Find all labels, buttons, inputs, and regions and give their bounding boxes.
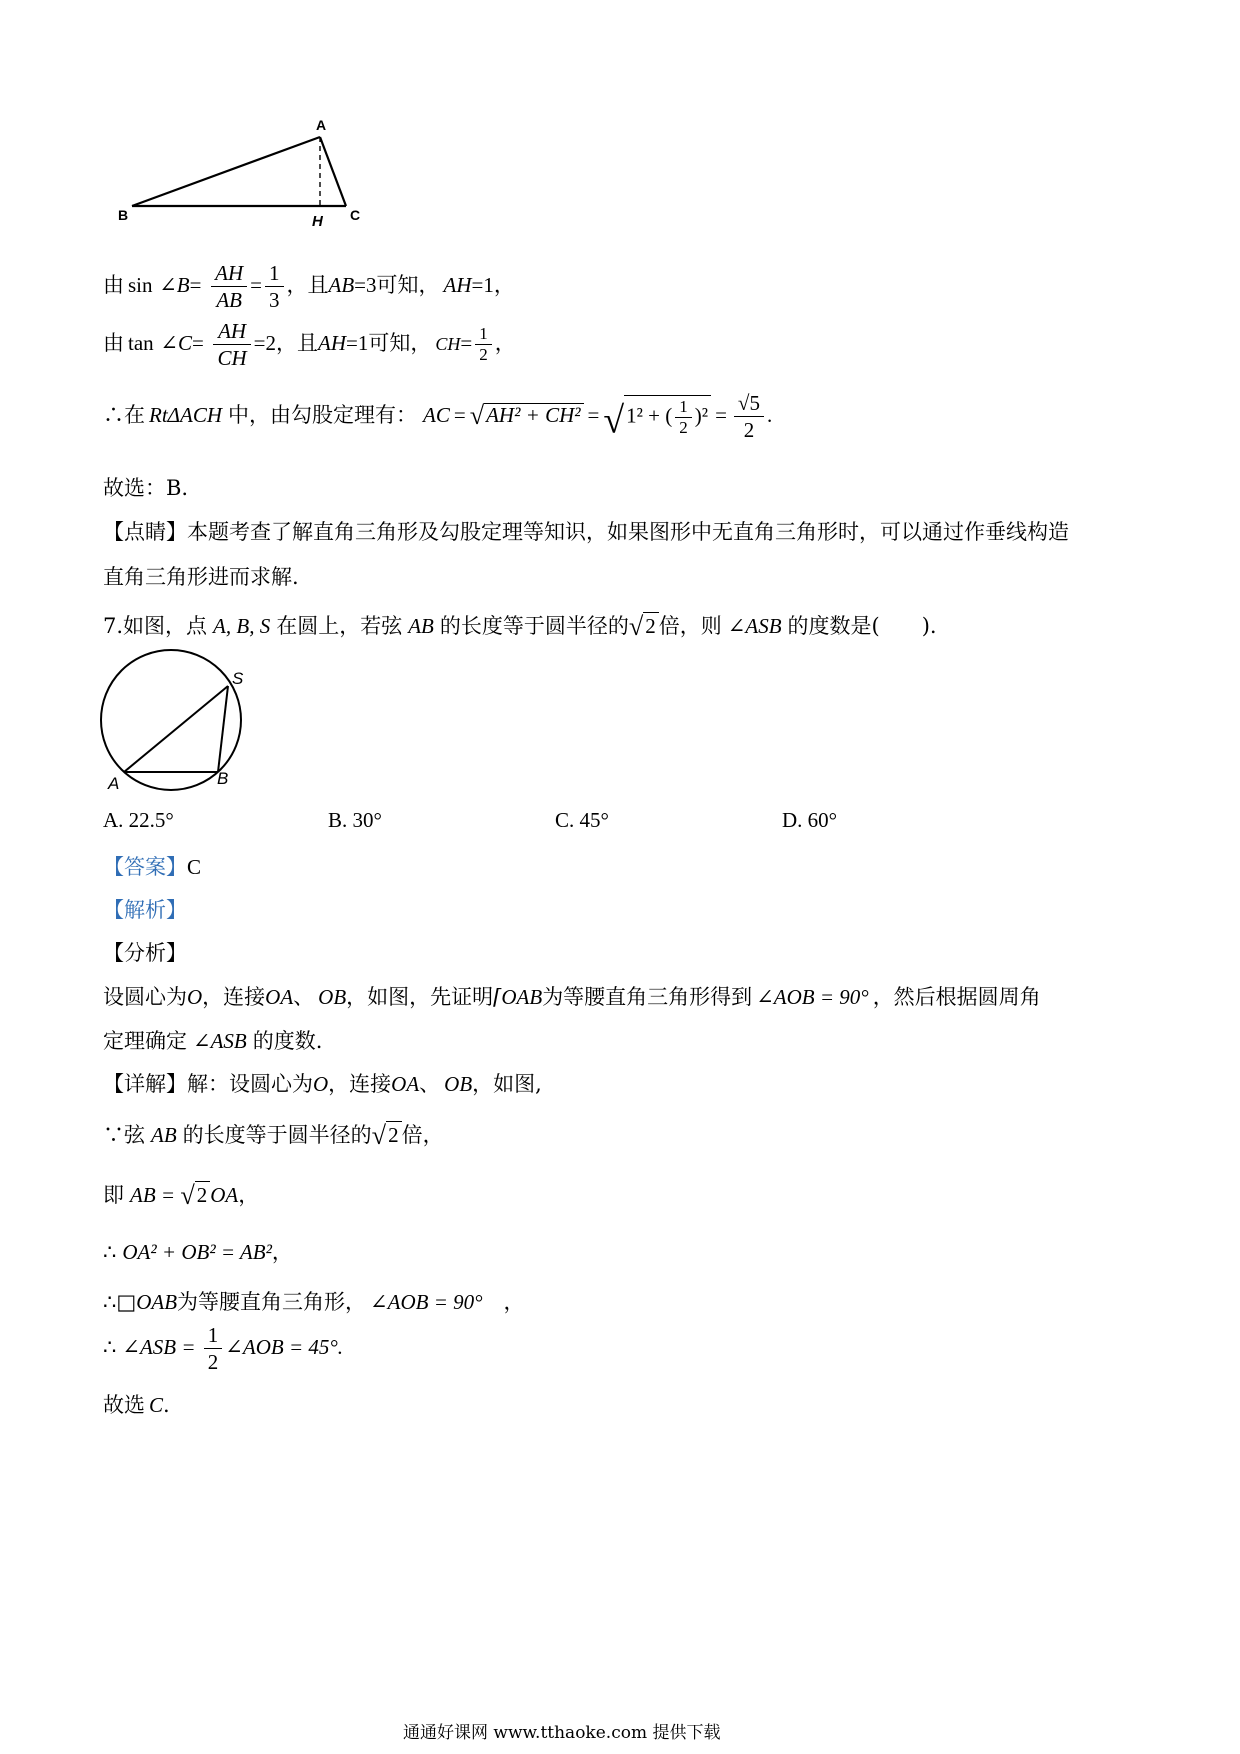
answer-value: C [187, 855, 202, 879]
chord-as [124, 686, 228, 772]
fenxi-line-2: 定理确定 ∠ASB 的度数. [103, 1029, 323, 1053]
side-ab [132, 137, 320, 206]
circle-figure [96, 648, 256, 793]
label-b: B [217, 769, 229, 788]
fenxi-line-1: 设圆心为O，连接OA、 OB，如图，先证明⌈OAB为等腰直角三角形得到 ∠AOB = 90° ，然后根据圆周角 [103, 985, 1041, 1009]
fenxi-tag: 【分析】 [103, 941, 187, 965]
label-a: A [316, 117, 327, 133]
detail-line-7: 故选 C. [103, 1393, 170, 1417]
option-c[interactable]: C. 45° [555, 808, 609, 832]
sqrt-2: √2 [629, 612, 659, 642]
analysis-tag: 【解析】 [103, 898, 187, 922]
label-h: H [312, 213, 323, 230]
detail-line-6: ∴ ∠ASB = $\frac{1}{2}$ ∠AOB = 45°. [103, 1323, 344, 1374]
sqrt-2: √2 [372, 1121, 402, 1151]
option-d[interactable]: D. 60° [782, 808, 838, 832]
detail-line-3: 即 AB = √2 OA， [103, 1181, 260, 1210]
sqrt-ah2-ch2: √AH² + CH² [470, 403, 584, 429]
side-ac [320, 137, 346, 206]
footer: 通通好课网 www.tthaoke.com 提供下载 [403, 1723, 721, 1743]
fraction-one-third: $\frac{1}{3}$ [265, 260, 284, 313]
detail-line-5: ∴□OAB为等腰直角三角形， ∠AOB = 90° ， [103, 1290, 525, 1314]
option-a[interactable]: A. 22.5° [103, 808, 174, 832]
detail-line-4: ∴ OA² + OB² = AB²， [103, 1240, 293, 1264]
triangle-figure [110, 112, 370, 232]
label-b: B [118, 207, 129, 223]
answer-line [103, 851, 201, 881]
chord-bs [218, 686, 228, 772]
line-tan-c: 由 tan ∠C= $\frac{AH}{CH}$ =2，且AH=1可知， CH= $\frac{1}{2}$ ， [103, 319, 516, 370]
label-a: A [108, 774, 120, 793]
sqrt-2: √2 [180, 1181, 210, 1211]
line-choose-b: 故选：B. [103, 476, 189, 500]
fraction-one-half: $\frac{1}{2}$ [475, 324, 492, 365]
fraction-half: $\frac{1}{2}$ [204, 1322, 223, 1375]
option-b[interactable]: B. 30° [328, 808, 382, 832]
comment-line-1: 【点睛】本题考查了解直角三角形及勾股定理等知识，如果图形中无直角三角形时，可以通过作垂线构造 [103, 520, 1069, 544]
label-s: S [232, 669, 244, 688]
line-pythagoras: ∴在 RtΔACH 中，由勾股定理有： AC = √AH² + CH² = √1² + ( $\frac{1}{2}$ )² = $\frac{√5}{2}$ . [103, 391, 773, 442]
answer-tag: 【答案】 [103, 855, 187, 879]
detail-line-2: ∵弦 AB 的长度等于圆半径的√2 倍， [103, 1121, 444, 1150]
fraction-ah-ab: $\frac{AH}{AB}$ [211, 260, 247, 313]
question-7: 7.如图，点 A, B, S 在圆上，若弦 AB 的长度等于圆半径的√2 倍，则 ∠ASB 的度数是( ). [103, 612, 937, 641]
detail-line-1: 【详解】解：设圆心为O，连接OA、 OB，如图, [103, 1072, 542, 1096]
line-sin-b: 由 sin ∠B= $\frac{AH}{AB}$ = $\frac{1}{3}$ ，且AB=3可知， AH=1， [103, 261, 515, 312]
sqrt-numeric: √1² + ( $\frac{1}{2}$ )² [603, 395, 711, 440]
fraction-sqrt5-2: $\frac{√5}{2}$ [734, 390, 764, 443]
fraction-ah-ch: $\frac{AH}{CH}$ [213, 318, 250, 371]
label-c: C [350, 207, 361, 223]
comment-line-2: 直角三角形进而求解. [103, 565, 299, 589]
